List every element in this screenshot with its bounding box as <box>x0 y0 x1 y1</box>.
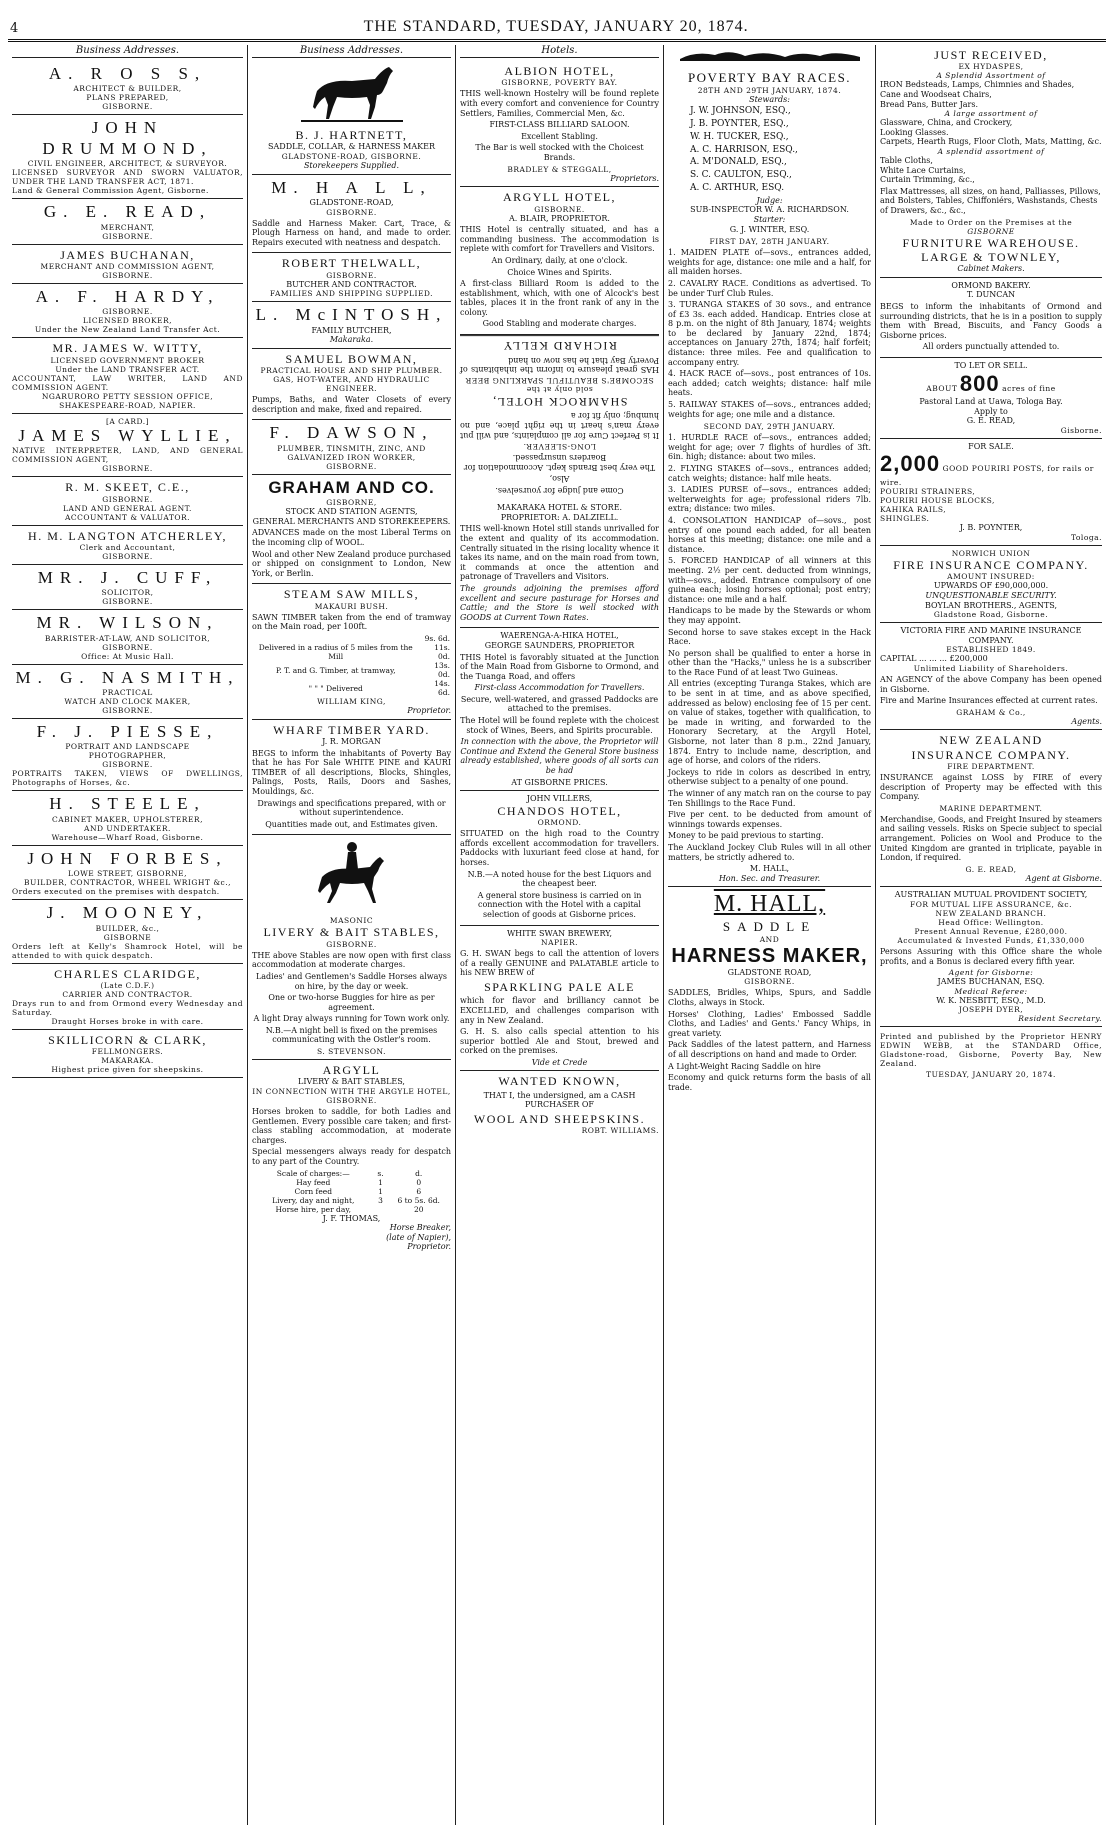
stewards-list <box>668 106 871 194</box>
business-detail: GISBORNE. <box>102 270 153 280</box>
column-races <box>664 45 876 1825</box>
business-detail: Draught Horses broke in with care. <box>51 1017 204 1027</box>
ad-bowman: SAMUEL BOWMAN, PRACTICAL HOUSE AND SHIP PLUMBER. GAS, HOT-WATER, AND HYDRAULIC ENGINEER. Pumps, Baths, and Water Closets of every description and make, fixed and repaired. <box>252 349 451 421</box>
business-detail: NATIVE INTERPRETER, LAND, AND GENERAL COMMISSION AGENT, <box>12 446 243 465</box>
ad-wanted-known: WANTED KNOWN, THAT I, the undersigned, am a CASH PURCHASER OF WOOL AND SHEEPSKINS. ROBT. WILLIAMS. <box>473 1074 659 1136</box>
business-name: JAMES BUCHANAN, <box>60 247 195 262</box>
ad-mcintosh: L. McINTOSH, FAMILY BUTCHER, Makaraka. <box>252 302 451 349</box>
business-name: MR. WILSON, <box>36 613 219 633</box>
business-detail: GISBORNE. <box>102 551 153 561</box>
business-detail: PHOTOGRAPHER, <box>88 751 167 761</box>
business-card <box>12 477 243 525</box>
race-entry: 4. HACK RACE of—sovs., post entrances of 10s. each added; catch weights; distance: half mile heats. <box>668 369 871 398</box>
ad-list <box>12 61 243 1078</box>
ad-wharf-timber-yard: WHARF TIMBER YARD. J. R. MORGAN BEGS to inform the inhabitants of Poverty Bay that he has For Sale WHITE PINE and KAURI TIMBER of all descriptions, Blocks, Shingles, Palings, Posts, Rails, Doors and Sashes, Mouldings, &c. Drawings and specifications prepared, with or without superintendence. Quantities made out, and Estimates given. <box>252 720 451 836</box>
steward-name: S. C. CAULTON, ESQ., <box>690 170 792 181</box>
race-entry: 3. TURANGA STAKES of 30 sovs., and entrance of £3 3s. each added. Handicap. Entries close at 8 p.m. on the night of 8th January, 1874; weights to be declared by January 22nd, 1874; acceptances on January 27th, 1874; half forfeit; distance: three miles. Fee and qualification to accompany entry. <box>668 300 871 367</box>
ad-masonic-stables: MASONIC LIVERY & BAIT STABLES, GISBORNE. THE above Stables are now open with first class accommodation at moderate charges. Ladies' and Gentlemen's Saddle Horses always on hire, by the day or week. One or two-horse Buggies for hire as per agreement. A light Dray always running for Town work only. N.B.—A night bell is fixed on the premises communicating with the Ostler's room. S. STEVENSON. <box>252 913 451 1060</box>
business-card <box>12 610 243 664</box>
business-name: JOHN DRUMMOND, <box>42 118 213 158</box>
race-rule: All entries (excepting Turanga Stakes, which are to be sent in at time, and as above specified, addressed as below) enclosing fee of 15 per cent. on value of stakes, together with qualification, to be made in writing, and forwarded to the Honorary Secretary, at the Argyll Hotel, Gisborne, not later than 8 p.m., 22nd January, 1874. Entry to include name, description, and age of horse, and colors of the riders. <box>668 679 871 766</box>
race-entry: 4. CONSOLATION HANDICAP of—sovs., post entry of one pound each added, for all beaten horses at this meeting; distance: one mile and a distance. <box>668 515 871 554</box>
ad-dawson: F. DAWSON, PLUMBER, TINSMITH, ZINC, AND GALVANIZED IRON WORKER, GISBORNE. <box>252 420 451 474</box>
business-name: A. F. HARDY, <box>35 286 220 306</box>
business-card <box>12 964 243 1030</box>
business-detail: FELLMONGERS. <box>91 1047 164 1057</box>
business-name: R. M. SKEET, C.E., <box>65 480 190 495</box>
business-detail: LICENSED SURVEYOR AND SWORN VALUATOR, UNDER THE LAND TRANSFER ACT, 1871. <box>12 168 243 187</box>
business-card <box>12 199 243 244</box>
column-header: Business Addresses. <box>252 45 451 58</box>
ad-argyll-hotel: ARGYLL HOTEL, GISBORNE. A. BLAIR, PROPRIETOR. THIS Hotel is centrally situated, and has a commanding business. The accommodation is replete with comfort for Travellers and Visitors. An Ordinary, daily, at one o'clock. Choice Wines and Spirits. A first-class Billiard Room is added to the establishment, which, with one of Alcock's best tables, places it in the front rank of any in the colony. Good Stabling and moderate charges. <box>460 187 659 335</box>
horse-illustration <box>297 61 407 123</box>
ad-victoria-insurance: VICTORIA FIRE AND MARINE INSURANCE COMPANY. ESTABLISHED 1849. CAPITAL ... ... ... £200,000 Unlimited Liability of Shareholders. AN AGENCY of the above Company has been opened in Gisborne. Fire and Marine Insurances effected at current rates. GRAHAM & Co., Agents. <box>880 623 1102 730</box>
ad-chandos-hotel: JOHN VILLERS, CHANDOS HOTEL, ORMOND. SITUATED on the high road to the Country affords excellent accommodation for travellers. Paddocks with luxuriant feed close at hand, for horses. N.B.—A noted house for the best Liquors and the cheapest beer. A general store business is carried on in connection with the Hotel with a capital selection of goods at Gisborne prices. <box>460 791 659 925</box>
race-entry: 5. RAILWAY STAKES of—sovs., entrances added; weights for age; one mile and a distance. <box>668 400 871 419</box>
business-detail: LAND AND GENERAL AGENT. <box>63 503 192 513</box>
business-name: H. M. LANGTON ATCHERLEY, <box>28 528 227 543</box>
business-card <box>12 338 243 413</box>
business-detail: CARRIER AND CONTRACTOR. <box>62 990 193 1000</box>
price-table: 9s. 6d. Delivered in a radius of 5 miles from the Mill 11s. 0d. P. T. and G. Timber, at tramway, 13s. 0d. " " " Delivered 14s. 6d. <box>258 634 450 697</box>
business-detail: PRACTICAL <box>102 688 153 698</box>
ad-australian-mutual-provident: AUSTRALIAN MUTUAL PROVIDENT SOCIETY, FOR MUTUAL LIFE ASSURANCE, &c. NEW ZEALAND BRANCH. Head Office: Wellington. Present Annual Revenue, £280,000. Accumulated & Invested Funds, £1,330,000 Persons Assuring with this Office share the whole profits, and a Bonus is declared every fifth year. Agent for Gisborne: JAMES BUCHANAN, ESQ. Medical Referee: W. K. NESBITT, ESQ., M.D. JOSEPH DYER, Resident Secretary. <box>880 887 1102 1027</box>
business-card <box>12 245 243 284</box>
business-detail: (Late C.D.F.) <box>100 981 155 991</box>
business-detail: PORTRAIT AND LANDSCAPE <box>65 742 190 752</box>
business-card <box>12 526 243 565</box>
business-detail: LOWE STREET, GISBORNE, <box>67 869 188 879</box>
business-detail: Under the LAND TRANSFER ACT. <box>55 364 200 374</box>
race-rule: Jockeys to ride in colors as described in entry, otherwise subject to a penalty of one pound. <box>668 767 871 787</box>
ad-to-let-or-sell: TO LET OR SELL. ABOUT 800 acres of fine Pastoral Land at Uawa, Tologa Bay. Apply to G. E. READ, Gisborne. <box>880 358 1102 439</box>
business-detail: SOLICITOR, <box>101 588 154 598</box>
race-list-day1 <box>668 248 871 419</box>
business-detail: ACCOUNTANT, LAW WRITER, LAND AND COMMISSION AGENT. <box>12 373 243 392</box>
business-detail: PORTRAITS TAKEN, VIEWS OF DWELLINGS, Photographs of Horses, &c. <box>12 769 243 788</box>
business-card <box>12 900 243 963</box>
column-header: Hotels. <box>460 45 659 58</box>
business-detail: Drays run to and from Ormond every Wednesday and Saturday. <box>12 999 243 1018</box>
racing-horses-illustration <box>675 47 865 65</box>
column-hotels <box>456 45 664 1825</box>
business-detail: NGARURORO PETTY SESSION OFFICE, <box>41 391 214 401</box>
race-rule: Handicaps to be made by the Stewards or whom they may appoint. <box>668 606 871 625</box>
business-detail: BARRISTER-AT-LAW, AND SOLICITOR, <box>44 633 211 643</box>
ad-hall: M. H A L L, GLADSTONE-ROAD, GISBORNE. Saddle and Harness Maker. Cart, Trace, & Plough Harness on hand, and made to order. Repairs executed with neatness and despatch. <box>252 175 451 254</box>
business-name: MR. J. CUFF, <box>37 567 218 587</box>
business-name: H. STEELE, <box>49 794 206 814</box>
newspaper-page <box>8 4 1106 1830</box>
business-detail: BUILDER, CONTRACTOR, WHEEL WRIGHT &c., <box>24 878 231 888</box>
business-detail: GISBORNE. <box>102 494 153 504</box>
business-detail: GISBORNE. <box>102 597 153 607</box>
column-business-addresses-2 <box>248 45 456 1825</box>
business-detail: MAKARAKA. <box>101 1056 154 1066</box>
business-detail: Highest price given for sheepskins. <box>51 1065 204 1075</box>
ad-ormond-bakery: ORMOND BAKERY. T. DUNCAN BEGS to inform the inhabitants of Ormond and surrounding districts, that he is in a position to supply them with Bread, Biscuits, and Fancy Goods a Gisborne prices. All orders punctually attended to. <box>880 278 1102 358</box>
steward-name: A. C. HARRISON, ESQ., <box>690 144 798 155</box>
business-detail: BUILDER, &c., <box>95 923 160 933</box>
business-card <box>12 565 243 610</box>
business-detail: Office: At Music Hall. <box>81 651 174 661</box>
business-detail: AND UNDERTAKER. <box>84 823 171 833</box>
business-card <box>12 846 243 900</box>
business-detail: ARCHITECT & BUILDER, <box>73 84 182 94</box>
business-detail: Orders executed on the premises with despatch. <box>12 887 220 897</box>
ad-graham: GRAHAM AND CO. GISBORNE, STOCK AND STATION AGENTS, GENERAL MERCHANTS AND STOREKEEPERS. ADVANCES made on the most Liberal Terms on the incoming clip of WOOL. Wool and other New Zealand produce purchased or shipped on consignment to London, New York, or Berlin. <box>252 475 451 585</box>
business-name: CHARLES CLARIDGE, <box>54 966 201 981</box>
race-entry: 2. CAVALRY RACE. Conditions as advertised. To be under Turf Club Rules. <box>668 278 871 298</box>
business-detail: GISBORNE. <box>102 642 153 652</box>
race-rule: Five per cent. to be deducted from amount of winnings towards expenses. <box>668 810 871 829</box>
ad-poverty-bay-races: POVERTY BAY RACES. 28TH AND 29TH JANUARY, 1874. Stewards: J. W. JOHNSON, ESQ., J. B. POYNTER, ESQ., W. H. TUCKER, ESQ., A. C. HARRISON, ESQ., A. M'DONALD, ESQ., S. C. CAULTON, ESQ., A. C. ARTHUR, ESQ. Judge: SUB-INSPECTOR W. A. RICHARDSON. Starter: G. J. WINTER, ESQ. FIRST DAY, 28TH JANUARY. 1. MAIDEN PLATE of—sovs., entrances added, weights for age, distance: one mile and a half, for all maiden horses. 2. CAVALRY RACE. Conditions as advertised. To be under Turf Club Rules. 3. TURANGA STAKES of 30 sovs., and entrance of £3 3s. each added. Handicap. Entries close at 8 p.m. on the night of 8th January, 1874; weights to be declared by January 22nd, 1874; acceptances on January 27th, 1874; half forfeit; distance: three miles. Fee and qualification to accompany entry. 4. HACK RACE of—sovs., post entrances of 10s. each added; catch weights; distance: half mile heats. 5. RAILWAY STAKES of—sovs., entrances added; weights for age; one mile and a distance. SECOND DAY, 29TH JANUARY. 1. HURDLE RACE of—sovs., entrances added; weight for age; over 7 flights of hurdles of 3ft. 6in. high; distance: about two miles. 2. FLYING STAKES of—sovs., entrances added; catch weights; distance: half mile heats. 3. LADIES PURSE of—sovs., entrances added; welterweights for age; professional riders 7lb. extra; distance: two miles. 4. CONSOLATION HANDICAP of—sovs., post entry of one pound each added, for all beaten horses at this meeting; distance: one mile and a distance. 5. FORCED HANDICAP of all winners at this meeting. 2½ per cent. deducted from winnings, with—sovs., added. Entrance compulsory of one guinea each; losing horses optional; post entry; distance: one mile and a half. Handicaps to be made by the Stewards or whom they may appoint. Second horse to save stakes except in the Hack Race. No person shall be qualified to enter a horse in other than the "Hacks," unless he is a subscriber to the Race Fund of at least Two Guineas. All entries (excepting Turanga Stakes, which are to be sent in at time, and as above specified, addressed as below) enclosing fee of 15 per cent. on value of stakes, together with qualification, to be made in writing, and forwarded to the Honorary Secretary, at the Argyll Hotel, Gisborne, not later than 8 p.m., 22nd January, 1874. Entry to include name, description, and age of horse, and colors of the riders. Jockeys to ride in colors as described in entry, otherwise subject to a penalty of one pound. The winner of any match ran on the course to pay Ten Shillings to the Race Fund. Five per cent. to be deducted from amount of winnings towards expenses. Money to be paid previous to starting. The Auckland Jockey Club Rules will in all other matters, be strictly adhered to. M. HALL, Hon. Sec. and Treasurer. <box>668 67 871 887</box>
newspaper-title: THE STANDARD, TUESDAY, JANUARY 20, 1874. <box>363 18 749 35</box>
masthead <box>8 4 1106 42</box>
business-card <box>12 115 243 199</box>
business-detail: LICENSED BROKER, <box>82 316 173 326</box>
ad-new-zealand-insurance: NEW ZEALAND INSURANCE COMPANY. FIRE DEPARTMENT. INSURANCE against LOSS by FIRE of every description of Property may be effected with this Company. MARINE DEPARTMENT. Merchandise, Goods, and Freight Insured by steamers and sailing vessels. Risks on Specie subject to special arrangement. Policies on Wool and Produce to the United Kingdom are granted in triplicate, payable in London, if required. G. E. READ, Agent at Gisborne. <box>880 730 1102 887</box>
business-name: JAMES WYLLIE, <box>18 425 237 445</box>
page-number: 4 <box>10 21 19 36</box>
business-detail: MERCHANT AND COMMISSION AGENT, <box>40 261 215 271</box>
business-detail: LICENSED GOVERNMENT BROKER <box>50 355 205 365</box>
race-entry: 1. MAIDEN PLATE of—sovs., entrances added, weights for age, distance: one mile and a half, for all maiden horses. <box>668 248 871 277</box>
business-detail: MERCHANT, <box>100 222 155 232</box>
race-rule: The Auckland Jockey Club Rules will in all other matters, be strictly adhered to. <box>668 842 871 862</box>
business-detail: GISBORNE. <box>102 307 153 317</box>
ad-norwich-union: NORWICH UNION FIRE INSURANCE COMPANY. AMOUNT INSURED: UPWARDS OF £90,000,000. UNQUESTIONABLE SECURITY. BOYLAN BROTHERS., AGENTS, Gladstone Road, Gisborne. <box>880 546 1102 623</box>
rider-illustration <box>312 837 392 911</box>
column-business-addresses-1 <box>8 45 248 1825</box>
business-card <box>12 791 243 845</box>
ad-just-received: JUST RECEIVED, EX HYDASPES, A Splendid Assortment of IRON Bedsteads, Lamps, Chimnies and Shades, Cane and Woodseat Chairs, Bread Pans, Butter Jars. A large assortment of Glassware, China, and Crockery, Looking Glasses. Carpets, Hearth Rugs, Floor Cloth, Mats, Matting, &c. A splendid assortment of Table Cloths, White Lace Curtains, Curtain Trimming, &c., Flax Mattresses, all sizes, on hand, Palliasses, Pillows, and Bolsters, Tables, Chiffoniérs, Washstands, Chests of Drawers, &c., &c., Made to Order on the Premises at the GISBORNE FURNITURE WAREHOUSE. LARGE & TOWNLEY, Cabinet Makers. <box>880 45 1102 278</box>
race-rule: The winner of any match ran on the course to pay Ten Shillings to the Race Fund. <box>668 789 871 808</box>
steward-name: J. B. POYNTER, ESQ., <box>690 118 789 129</box>
ad-makaraka-hotel: MAKARAKA HOTEL & STORE. PROPRIETOR: A. DALZIELL. THIS well-known Hotel still stands unrivalled for the extent and quality of its accommodation. Centrally situated in the rising locality whence it takes its name, and on the main road from town, it commands at once the attention and patronage of Travellers and Visitors. The grounds adjoining the premises afford excellent and secure pasturage for Horses and Cattle; and the Store is well stocked with GOODS at Current Town Rates. <box>460 500 659 628</box>
steward-name: A. C. ARTHUR, ESQ. <box>690 182 785 193</box>
business-name: G. E. READ, <box>43 202 212 222</box>
business-detail: ACCOUNTANT & VALUATOR. <box>64 512 191 522</box>
race-entry: 3. LADIES PURSE of—sovs., entrances added; welterweights for age; professional riders 7lb. extra; distance: two miles. <box>668 485 871 514</box>
race-entry: 5. FORCED HANDICAP of all winners at this meeting. 2½ per cent. deducted from winnings, with—sovs., added. Entrance compulsory of one guinea each; losing horses optional; post entry; distance: one mile and a half. <box>668 556 871 604</box>
race-list-day2 <box>668 433 871 604</box>
business-detail: CABINET MAKER, UPHOLSTERER, <box>52 814 203 824</box>
race-entry: 2. FLYING STAKES of—sovs., entrances added; catch weights; distance: half mile heats. <box>668 464 871 483</box>
business-card: [A CARD.] JAMES WYLLIE, NATIVE INTERPRETER, LAND, AND GENERAL COMMISSION AGENT, GISBORNE. <box>12 414 243 477</box>
business-detail: Clerk and Accountant, <box>79 542 176 552</box>
business-detail: WATCH AND CLOCK MAKER, <box>64 697 191 707</box>
business-detail: Under the New Zealand Land Transfer Act. <box>34 325 221 335</box>
imprint: Printed and published by the Proprietor HENRY EDWIN WEBB, at the STANDARD Office, Gladstone-road, Gisborne, Poverty Bay, New Zealand. TUESDAY, JANUARY 20, 1874. <box>880 1032 1102 1080</box>
business-name: M. G. NASMITH, <box>15 667 240 687</box>
ad-for-sale: FOR SALE. 2,000 GOOD POURIRI POSTS, for rails or wire. POURIRI STRAINERS, POURIRI HOUSE BLOCKS, KAHIKA RAILS, SHINGLES. J. B. POYNTER, Tologa. <box>880 439 1102 546</box>
steward-name: W. H. TUCKER, ESQ., <box>690 131 789 142</box>
business-name: JOHN FORBES, <box>27 848 228 868</box>
business-detail: Land & General Commission Agent, Gisborne. <box>12 186 209 196</box>
ad-argyll-stables: ARGYLL LIVERY & BAIT STABLES, IN CONNECTION WITH THE ARGYLE HOTEL, GISBORNE. Horses broken to saddle, for both Ladies and Gentlemen. Every possible care taken; and first-class stabling accommodation, at moderate charges. Special messengers always ready for despatch to any part of the Country. Scale of charges:— s. d. Hay feed 1 0 Corn feed 1 6 Livery, day and night, 3 6 to 5s. 6d. Horse hire, per day, 20 J. F. THOMAS, Horse Breaker, (late of Napier), Proprietor. <box>252 1063 451 1252</box>
business-card <box>12 1030 243 1078</box>
business-detail: Orders left at Kelly's Shamrock Hotel, will be attended to with quick despatch. <box>12 941 243 960</box>
charges-table: Scale of charges:— s. d. Hay feed 1 0 Corn feed 1 6 Livery, day and night, 3 6 to 5s. 6d. Horse hire, per day, 20 <box>272 1168 440 1214</box>
business-name: SKILLICORN & CLARK, <box>48 1033 207 1048</box>
column-header: Business Addresses. <box>12 45 243 58</box>
business-detail: PLANS PREPARED, <box>86 93 169 103</box>
steward-name: A. M'DONALD, ESQ., <box>690 157 787 168</box>
race-rule: Second horse to save stakes except in the Hack Race. <box>668 627 871 647</box>
ad-thelwall: ROBERT THELWALL, GISBORNE. BUTCHER AND CONTRACTOR. FAMILIES AND SHIPPING SUPPLIED. <box>252 253 451 302</box>
business-name: MR. JAMES W. WITTY, <box>52 341 203 356</box>
race-rules <box>668 606 871 862</box>
race-rule: Money to be paid previous to starting. <box>668 831 824 841</box>
business-card <box>12 284 243 338</box>
business-card <box>12 719 243 791</box>
ad-hartnett: B. J. HARTNETT, SADDLE, COLLAR, & HARNESS MAKER GLADSTONE-ROAD, GISBORNE. Storekeepers Supplied. <box>252 125 451 175</box>
business-detail: GISBORNE. <box>102 231 153 241</box>
business-name: J. MOONEY, <box>46 903 209 923</box>
business-card <box>12 61 243 115</box>
column-general-ads <box>876 45 1106 1825</box>
steward-name: J. W. JOHNSON, ESQ., <box>690 106 791 117</box>
ad-white-swan-brewery: WHITE SWAN BREWERY, NAPIER. G. H. SWAN begs to call the attention of lovers of a really GENUINE and PALATABLE article to his NEW BREW of SPARKLING PALE ALE which for flavor and brilliancy cannot be EXCELLED, and challenges comparison with any in New Zealand. G. H. S. also calls special attention to his superior bottled Ale and Stout, brewed and corked on the premises. Vide et Crede <box>460 926 659 1072</box>
ad-hall-saddle-harness: M. HALL, SADDLE AND HARNESS MAKER, GLADSTONE ROAD, GISBORNE. SADDLES, Bridles, Whips, Spurs, and Saddle Cloths, always in Stock. Horses' Clothing, Ladies' Embossed Saddle Cloths, and Ladies' and Gents.' Fancy Whips, in great variety. Pack Saddles of the latest pattern, and Harness of all descriptions on hand and made to Order. A Light-Weight Racing Saddle on hire Economy and quick returns form the basis of all trade. <box>668 891 871 1092</box>
ad-waerenga-hotel: WAERENGA-A-HIKA HOTEL, GEORGE SAUNDERS, PROPRIETOR THIS Hotel is favorably situated at the Junction of the Main Road from Gisborne to Ormond, and the Tuanga Road, and offers First-class Accommodation for Travellers. Secure, well-watered, and grassed Paddocks are attached to the premises. The Hotel will be found replete with the choicest stock of Wines, Beers, and Spirits procurable. In connection with the above, the Proprietor will Continue and Extend the General Store business already established, where goods of all sorts can be had AT GISBORNE PRICES. <box>460 628 659 791</box>
business-name: A. R O S S, <box>48 64 207 83</box>
business-card <box>12 665 243 719</box>
business-detail: GISBORNE <box>103 932 152 942</box>
ad-albion-hotel: ALBION HOTEL, GISBORNE, POVERTY BAY. THIS well-known Hostelry will be found replete with every comfort and convenience for Country Settlers, Families, Commercial Men, &c. FIRST-CLASS BILLIARD SALOON. Excellent Stabling. The Bar is well stocked with the Choicest Brands. BRADLEY & STEGGALL, Proprietors. <box>460 61 659 187</box>
race-rule: No person shall be qualified to enter a horse in other than the "Hacks," unless he is a subscriber to the Race Fund of at least Two Guineas. <box>668 648 871 677</box>
ad-steam-saw-mills: STEAM SAW MILLS, MAKAURI BUSH. SAWN TIMBER taken from the end of tramway on the Main road, per 100ft. 9s. 6d. Delivered in a radius of 5 miles from the Mill 11s. 0d. P. T. and G. Timber, at tramway, 13s. 0d. " " " Delivered 14s. 6d. WILLIAM KING, Proprietor. <box>252 584 451 719</box>
business-detail: GISBORNE. <box>102 464 153 474</box>
business-name: F. J. PIESSE, <box>36 722 219 742</box>
business-detail: GISBORNE. <box>102 760 153 770</box>
business-detail: CIVIL ENGINEER, ARCHITECT, & SURVEYOR. <box>27 159 228 169</box>
race-entry: 1. HURDLE RACE of—sovs., entrances added; weight for age; over 7 flights of hurdles of 3ft. 6in. high; distance: about two miles. <box>668 433 871 462</box>
business-detail: SHAKESPEARE-ROAD, NAPIER. <box>59 400 196 410</box>
business-detail: Warehouse—Wharf Road, Gisborne. <box>51 832 204 842</box>
business-detail: GISBORNE. <box>102 102 153 112</box>
ad-shamrock-hotel-inverted: Come and judge for yourselves. Also, The very best Brands kept. Accommodation for Boarders unsurpassed. LONG-SLEEVER. It is Perfect Cure for all complaints, and will put every man's heart in the right place, and no humbug; only fit for a SHAMROCK HOTEL, sold only at the SECOMBE'S BEAUTIFUL SPARKLING BEER HAS great pleasure to inform the inhabitants of Poverty Bay that he has now on hand RICHARD KELLY <box>460 335 659 500</box>
business-detail: GISBORNE. <box>102 706 153 716</box>
